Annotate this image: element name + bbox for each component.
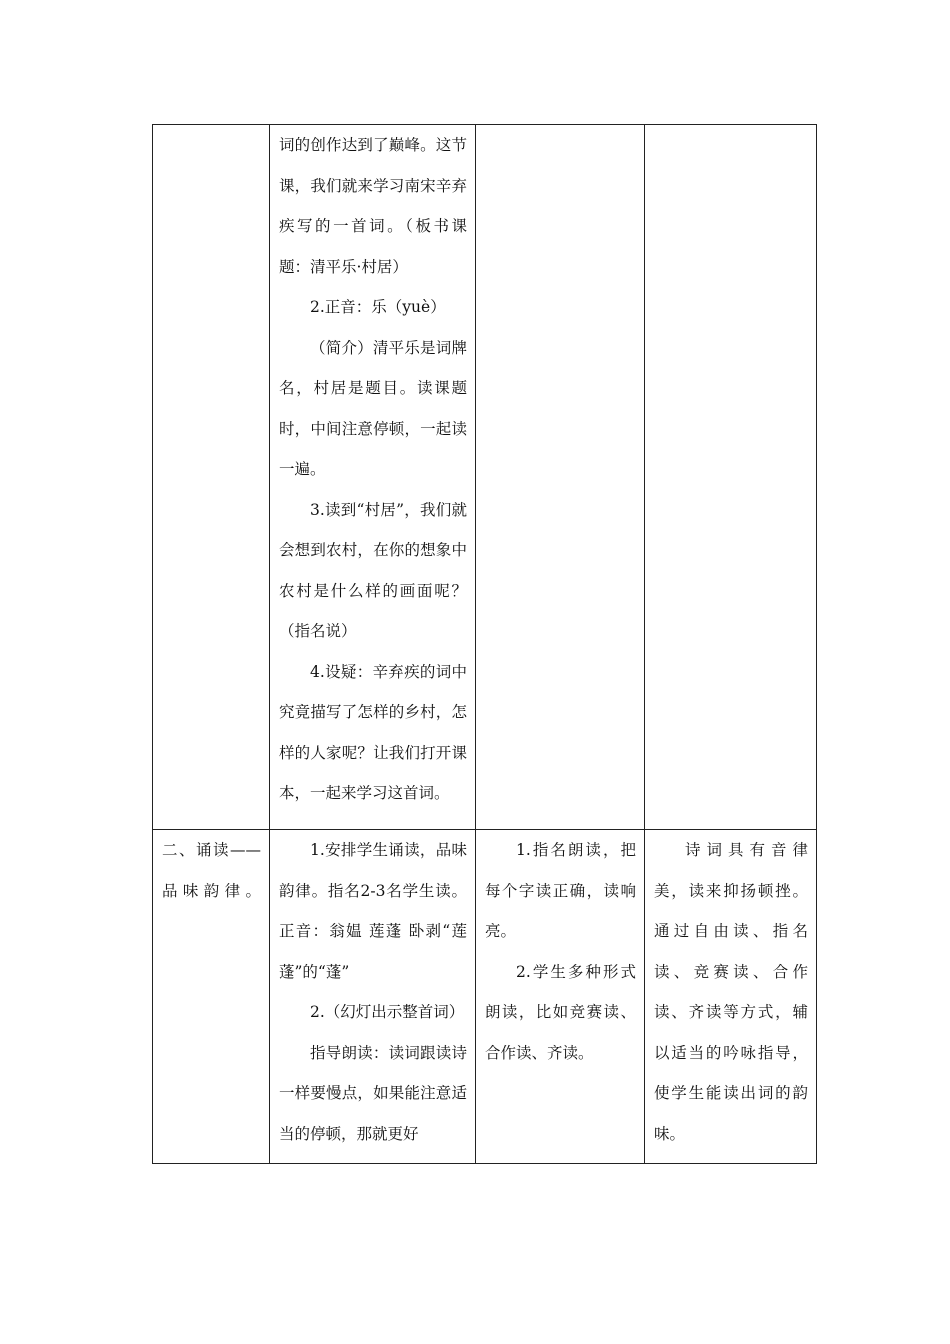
table-row: [153, 125, 817, 830]
paragraph: 4.设疑：辛弃疾的词中究竟描写了怎样的乡村，怎样的人家呢？让我们打开课本，一起来学习这首词。: [279, 662, 467, 802]
teacher-activity-cell: [270, 125, 476, 830]
paragraph: （简介）清平乐是词牌名，村居是题目。读课题时，中间注意停顿，一起读一遍。: [279, 338, 467, 478]
design-intent-cell: [645, 830, 817, 1164]
paragraph: 2.学生多种形式朗读，比如竞赛读、合作读、齐读。: [485, 962, 636, 1062]
paragraph: 2.正音：乐（yuè）: [310, 298, 446, 316]
paragraph: 诗词具有音律美，读来抑扬顿挫。通过自由读、指名读、竞赛读、合作读、齐读等方式，辅以适当的吟咏指导，使学生能读出词的韵味。: [654, 841, 808, 1143]
stage-cell: [153, 830, 270, 1164]
teacher-activity-cell: [270, 830, 476, 1164]
paragraph: 词的创作达到了巅峰。这节课，我们就来学习南宋辛弃疾写的一首词。（板书课题：清平乐·村居）: [279, 136, 467, 276]
paragraph: 1.指名朗读，把每个字读正确，读响亮。: [485, 841, 636, 940]
lesson-plan-table: [152, 124, 817, 1164]
stage-title: 二、诵读——品味韵律。: [162, 841, 261, 900]
student-activity-cell: [476, 830, 645, 1164]
paragraph: 3.读到“村居”，我们就会想到农村，在你的想象中农村是什么样的画面呢？（指名说）: [279, 500, 467, 640]
paragraph: 2.（幻灯出示整首词）: [310, 1003, 465, 1021]
design-intent-cell: [645, 125, 817, 830]
table-row: [153, 830, 817, 1164]
student-activity-cell: [476, 125, 645, 830]
paragraph: 1.安排学生诵读，品味韵律。指名2-3名学生读。正音：翁媪 莲蓬 卧剥“莲蓬”的“蓬”: [279, 841, 467, 981]
paragraph: 指导朗读：读词跟读诗一样要慢点，如果能注意适当的停顿，那就更好: [279, 1043, 467, 1143]
stage-cell: [153, 125, 270, 830]
